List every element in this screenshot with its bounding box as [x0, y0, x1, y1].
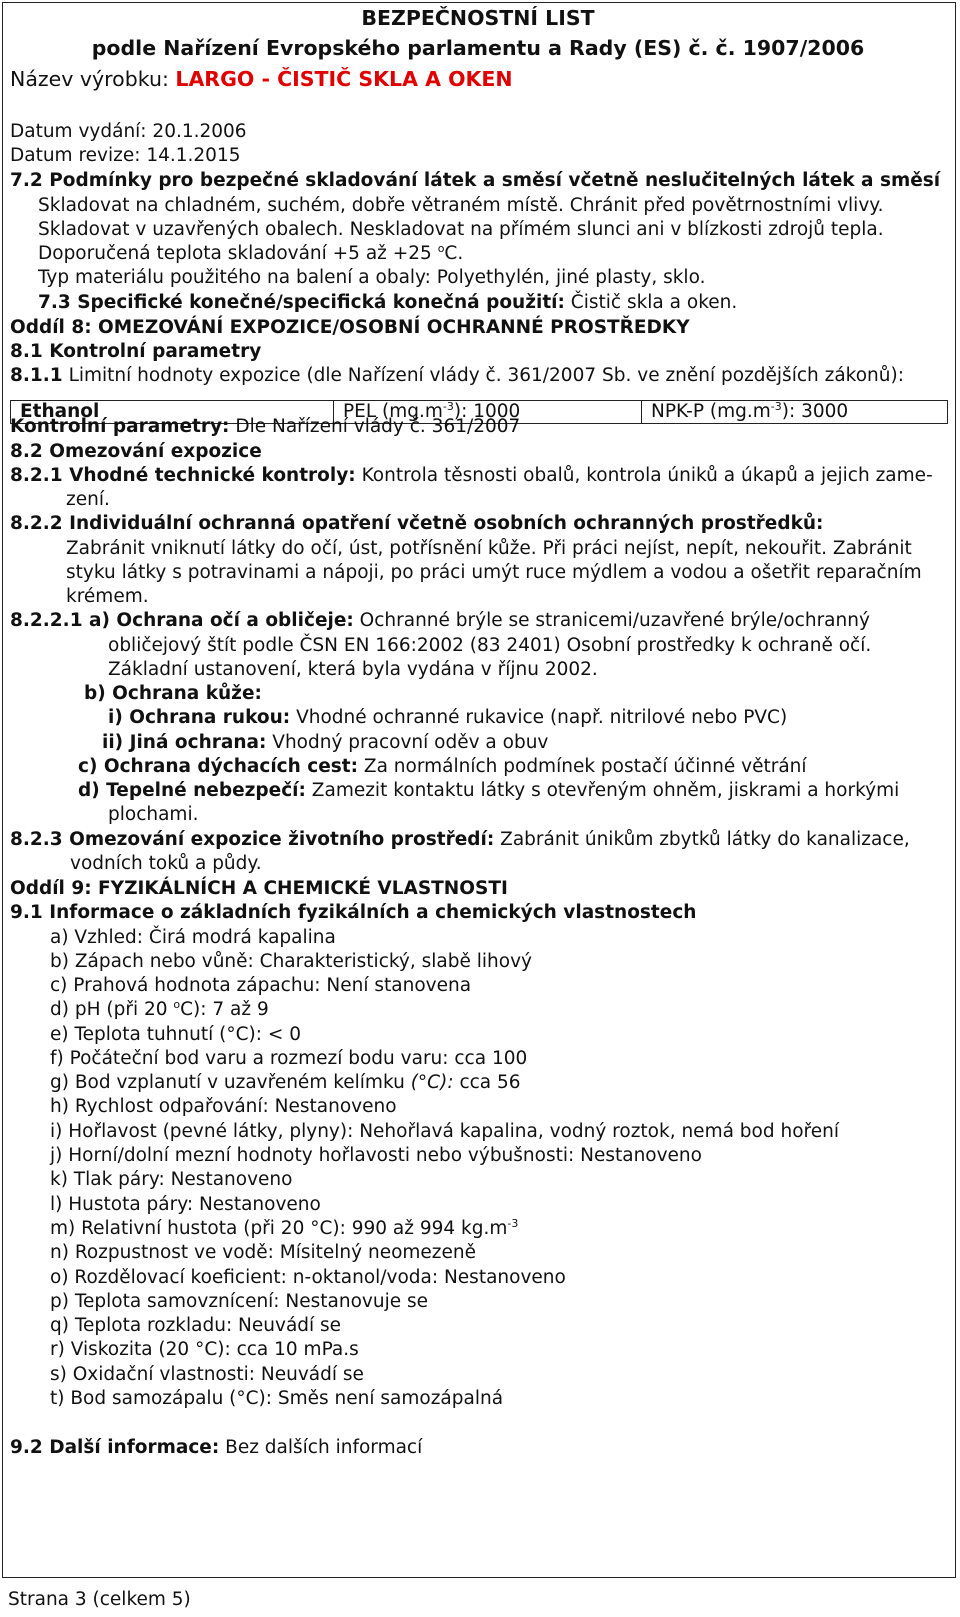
- eye-protection: 8.2.2.1 a) Ochrana očí a obličeje: Ochranné brýle se stranicemi/uzavřené brýle/ochranný: [10, 610, 870, 631]
- substance-cell: Ethanol: [11, 401, 334, 423]
- heading-9-2: 9.2 Další informace: Bez dalších informací: [10, 1437, 423, 1458]
- property-s: s) Oxidační vlastnosti: Neuvádí se: [50, 1364, 364, 1385]
- storage-temperature: Doporučená teplota skladování +5 až +25 $^o$C.: [38, 242, 464, 264]
- other-protection: ii) Jiná ochrana: Vhodný pracovní oděv a obuv: [102, 732, 549, 753]
- regulation-subtitle: podle Nařízení Evropského parlamentu a Rady (ES) č. č. 1907/2006: [91, 36, 865, 60]
- property-g: g) Bod vzplanutí v uzavřeném kelímku (°C): cca 56: [50, 1072, 521, 1093]
- property-l: l) Hustota páry: Nestanoveno: [50, 1194, 321, 1215]
- skin-protection-heading: b) Ochrana kůže:: [84, 683, 262, 704]
- property-q: q) Teplota rozkladu: Neuvádí se: [50, 1315, 342, 1336]
- property-t: t) Bod samozápalu (°C): Směs není samozápalná: [50, 1388, 504, 1409]
- individual-measures-3: krémem.: [66, 586, 149, 607]
- property-n: n) Rozpustnost ve vodě: Mísitelný neomezeně: [50, 1242, 477, 1263]
- document-title: BEZPEČNOSTNÍ LIST: [361, 6, 595, 30]
- page-number: Strana 3 (celkem 5): [8, 1589, 191, 1610]
- property-k: k) Tlak páry: Nestanoveno: [50, 1169, 293, 1190]
- property-f: f) Počáteční bod varu a rozmezí bodu varu: cca 100: [50, 1048, 528, 1069]
- heading-8-2-3-cont: vodních toků a půdy.: [70, 853, 262, 874]
- property-m: m) Relativní hustota (při 20 °C): 990 až 994 $kg.m^{-3}$: [50, 1217, 519, 1239]
- heading-7-2: 7.2 Podmínky pro bezpečné skladování látek a směsí včetně neslučitelných látek a směsí: [10, 170, 941, 191]
- storage-line-1: Skladovat na chladném, suchém, dobře větraném místě. Chránit před povětrnostními vlivy.: [38, 195, 884, 216]
- property-r: r) Viskozita (20 °C): cca 10 mPa.s: [50, 1339, 359, 1360]
- heading-8-2: 8.2 Omezování expozice: [10, 441, 262, 462]
- control-parameters: Kontrolní parametry: Dle Nařízení vlády č. 361/2007: [10, 416, 521, 437]
- eye-protection-cont-2: Základní ustanovení, která byla vydána v říjnu 2002.: [108, 659, 598, 680]
- property-o: o) Rozdělovací koeficient: n-oktanol/voda: Nestanoveno: [50, 1267, 566, 1288]
- hand-protection: i) Ochrana rukou: Vhodné ochranné rukavice (např. nitrilové nebo PVC): [108, 707, 788, 728]
- property-i: i) Hořlavost (pevné látky, plyny): Nehořlavá kapalina, vodný roztok, nemá bod hoření: [50, 1121, 839, 1142]
- packaging-material: Typ materiálu použitého na balení a obaly: Polyethylén, jiné plasty, sklo.: [38, 267, 706, 288]
- property-a: a) Vzhled: Čirá modrá kapalina: [50, 927, 336, 948]
- eye-protection-cont-1: obličejový štít podle ČSN EN 166:2002 (83 2401) Osobní prostředky k ochraně očí.: [108, 635, 872, 656]
- heading-8-2-1: 8.2.1 Vhodné technické kontroly: Kontrola těsnosti obalů, kontrola úniků a úkapů a jejich zame-: [10, 465, 933, 486]
- heading-8-2-2: 8.2.2 Individuální ochranná opatření včetně osobních ochranných prostředků:: [10, 513, 824, 534]
- heading-8-1-1: 8.1.1 Limitní hodnoty expozice (dle Nařízení vlády č. 361/2007 Sb. ve znění pozdějších zákonů):: [10, 365, 904, 386]
- individual-measures-2: styku látky s potravinami a nápoji, po práci umýt ruce mýdlem a vodou a ošetřit reparačním: [66, 562, 922, 583]
- heading-8-1: 8.1 Kontrolní parametry: [10, 341, 262, 362]
- heading-9-1: 9.1 Informace o základních fyzikálních a chemických vlastnostech: [10, 902, 697, 923]
- product-label: Název výrobku:: [10, 67, 176, 91]
- section-9-heading: Oddíl 9: FYZIKÁLNÍCH A CHEMICKÉ VLASTNOSTI: [10, 878, 508, 899]
- issue-date: Datum vydání: 20.1.2006: [10, 121, 247, 142]
- heading-7-3: 7.3 Specifické konečné/specifická konečná použití: Čistič skla a oken.: [38, 292, 738, 313]
- thermal-hazard: d) Tepelné nebezpečí: Zamezit kontaktu látky s otevřeným ohněm, jiskrami a horkými: [78, 780, 900, 801]
- property-p: p) Teplota samovznícení: Nestanovuje se: [50, 1291, 429, 1312]
- property-b: b) Zápach nebo vůně: Charakteristický, slabě lihový: [50, 951, 532, 972]
- property-h: h) Rychlost odpařování: Nestanoveno: [50, 1096, 397, 1117]
- npk-cell: NPK-P $(mg.m^{-3})$: 3000: [651, 400, 849, 422]
- heading-8-2-3: 8.2.3 Omezování expozice životního prostředí: Zabránit únikům zbytků látky do kanalizace,: [10, 829, 910, 850]
- heading-8-2-1-cont: zení.: [66, 489, 110, 510]
- storage-line-2: Skladovat v uzavřených obalech. Neskladovat na přímém slunci ani v blízkosti zdrojů tepla.: [38, 219, 884, 240]
- respiratory-protection: c) Ochrana dýchacích cest: Za normálních podmínek postačí účinné větrání: [78, 756, 807, 777]
- product-name: LARGO - ČISTIČ SKLA A OKEN: [175, 67, 513, 91]
- section-8-heading: Oddíl 8: OMEZOVÁNÍ EXPOZICE/OSOBNÍ OCHRANNÉ PROSTŘEDKY: [10, 317, 690, 338]
- property-d: d) pH (při 20 $^o$C): 7 až 9: [50, 998, 269, 1020]
- property-j: j) Horní/dolní mezní hodnoty hořlavosti nebo výbušnosti: Nestanoveno: [50, 1145, 702, 1166]
- property-e: e) Teplota tuhnutí (°C): < 0: [50, 1024, 301, 1045]
- individual-measures-1: Zabránit vniknutí látky do očí, úst, potřísnění kůže. Při práci nejíst, nepít, nekouřit. Zabránit: [66, 538, 912, 559]
- property-c: c) Prahová hodnota zápachu: Není stanovena: [50, 975, 472, 996]
- product-name-line: [10, 67, 513, 91]
- pel-cell: PEL $(mg.m^{-3})$: 1000: [334, 401, 642, 423]
- thermal-hazard-cont: plochami.: [108, 804, 199, 825]
- revision-date: Datum revize: 14.1.2015: [10, 145, 241, 166]
